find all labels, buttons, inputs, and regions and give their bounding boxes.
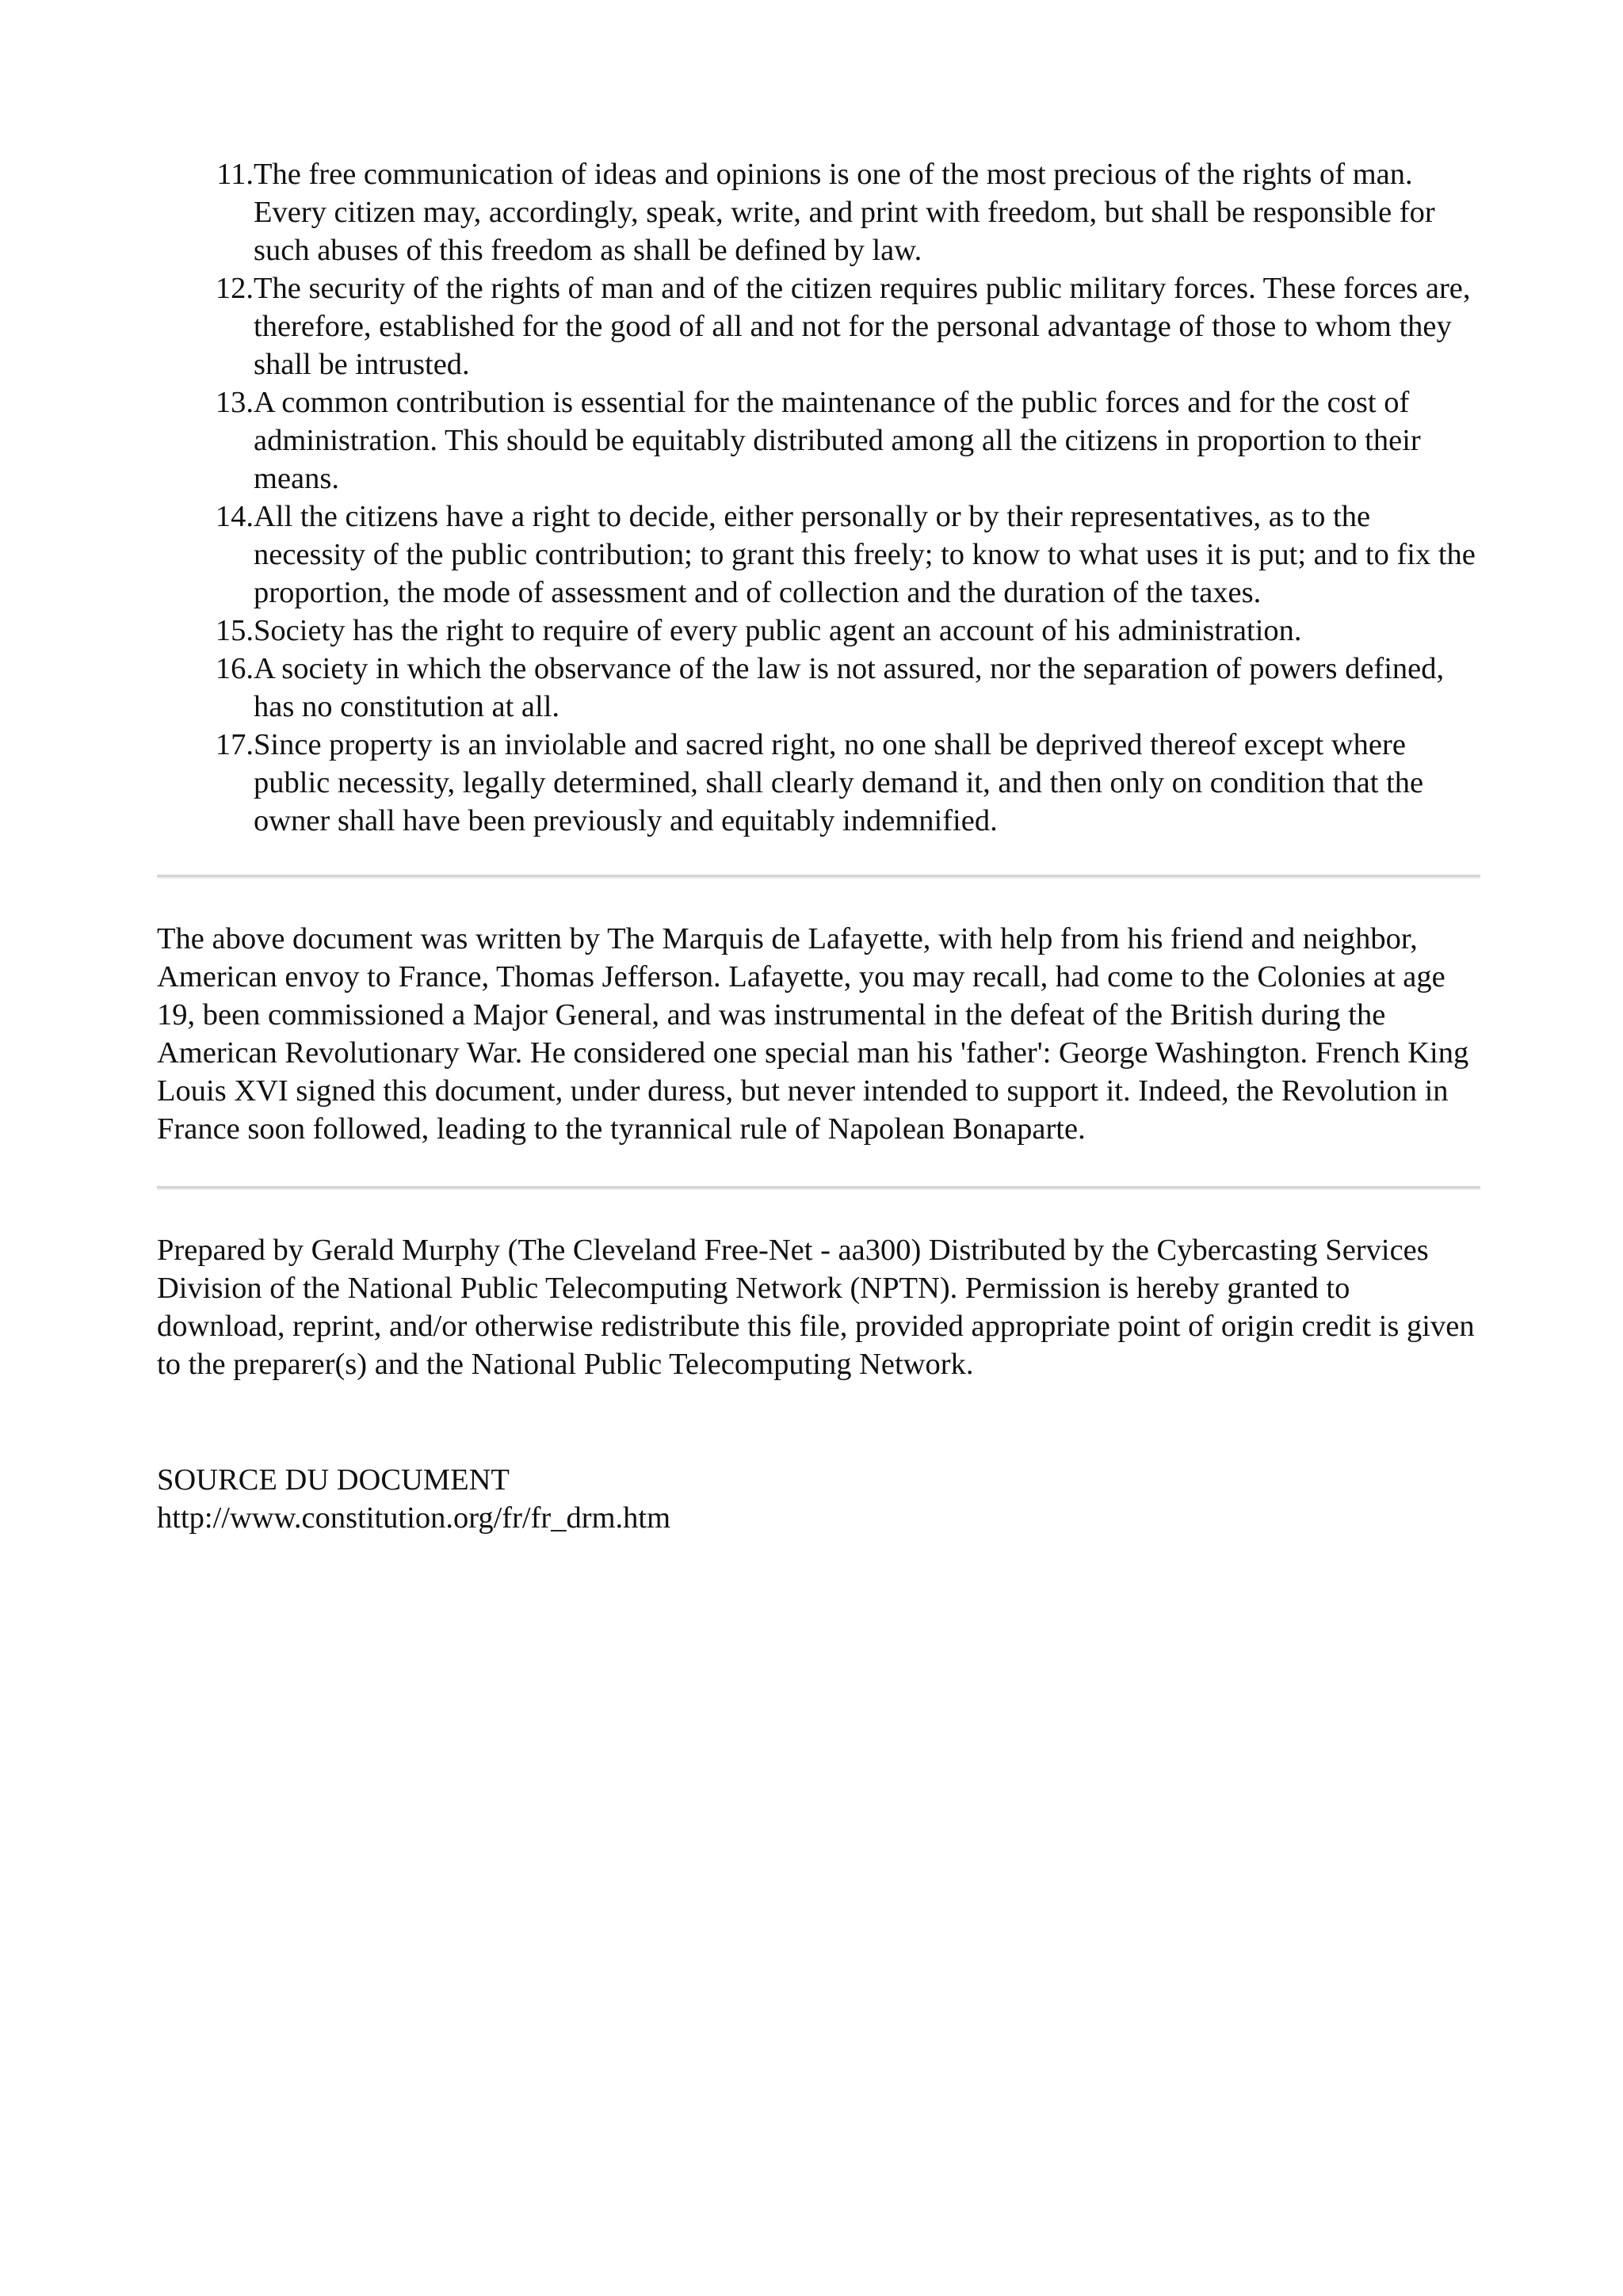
article-item (157, 498, 1480, 612)
source-url: http://www.constitution.org/fr/fr_drm.htm (157, 1501, 671, 1535)
article-text: A common contribution is essential for the maintenance of the public forces and for the cost of administration. This should be equitably distributed among all the citizens in proportion to their means. (254, 386, 1421, 495)
credits-paragraph: Prepared by Gerald Murphy (The Cleveland Free-Net - aa300) Distributed by the Cybercasting Services Division of the National Public Telecomputing Network (NPTN). Permission is hereby granted to download, reprint, and/or otherwise redistribute this file, provided appropriate point of origin credit is given to the preparer(s) and the National Public Telecomputing Network. (157, 1234, 1475, 1381)
article-number: 14. (215, 500, 254, 533)
article-text: The free communication of ideas and opinions is one of the most precious of the rights of man. Every citizen may, accordingly, speak, write, and print with freedom, but shall be responsible for such abuses of this freedom as shall be defined by law. (254, 158, 1435, 267)
article-number: 11. (216, 158, 254, 191)
articles-list (157, 155, 1480, 840)
article-item (157, 383, 1480, 498)
article-item (157, 155, 1480, 269)
article-item (157, 269, 1480, 383)
article-item (157, 650, 1480, 726)
source-label: SOURCE DU DOCUMENT (157, 1463, 510, 1497)
article-number: 15. (215, 614, 254, 647)
article-item (157, 726, 1480, 840)
article-number: 13. (215, 386, 254, 419)
source-block (157, 1461, 1480, 1537)
article-text: A society in which the observance of the law is not assured, nor the separation of powers defined, has no constitution at all. (254, 652, 1445, 723)
article-text: All the citizens have a right to decide, either personally or by their representatives, as to the necessity of the public contribution; to grant this freely; to know to what uses it is put; and to fix the proportion, the mode of assessment and of collection and the duration of the taxes. (254, 500, 1476, 609)
article-text: The security of the rights of man and of the citizen requires public military forces. These forces are, therefore, established for the good of all and not for the personal advantage of those to whom they shall be intrusted. (254, 272, 1471, 381)
horizontal-divider (157, 875, 1480, 879)
article-number: 12. (215, 272, 254, 305)
article-item (157, 612, 1480, 650)
horizontal-divider (157, 1186, 1480, 1190)
article-number: 17. (215, 728, 254, 761)
history-paragraph: The above document was written by The Marquis de Lafayette, with help from his friend and neighbor, American envoy to France, Thomas Jefferson. Lafayette, you may recall, had come to the Colonies at age 19, been commissioned a Major General, and was instrumental in the defeat of the British during the American Revolutionary War. He considered one special man his 'father': George Washington. French King Louis XVI signed this document, under duress, but never intended to support it. Indeed, the Revolution in France soon followed, leading to the tyrannical rule of Napolean Bonaparte. (157, 922, 1469, 1146)
document-content (157, 155, 1480, 1537)
article-text: Since property is an inviolable and sacred right, no one shall be deprived thereof except where public necessity, legally determined, shall clearly demand it, and then only on condition that the owner shall have been previously and equitably indemnified. (254, 728, 1424, 837)
article-number: 16. (215, 652, 254, 685)
article-text: Society has the right to require of every public agent an account of his administration. (254, 614, 1302, 647)
